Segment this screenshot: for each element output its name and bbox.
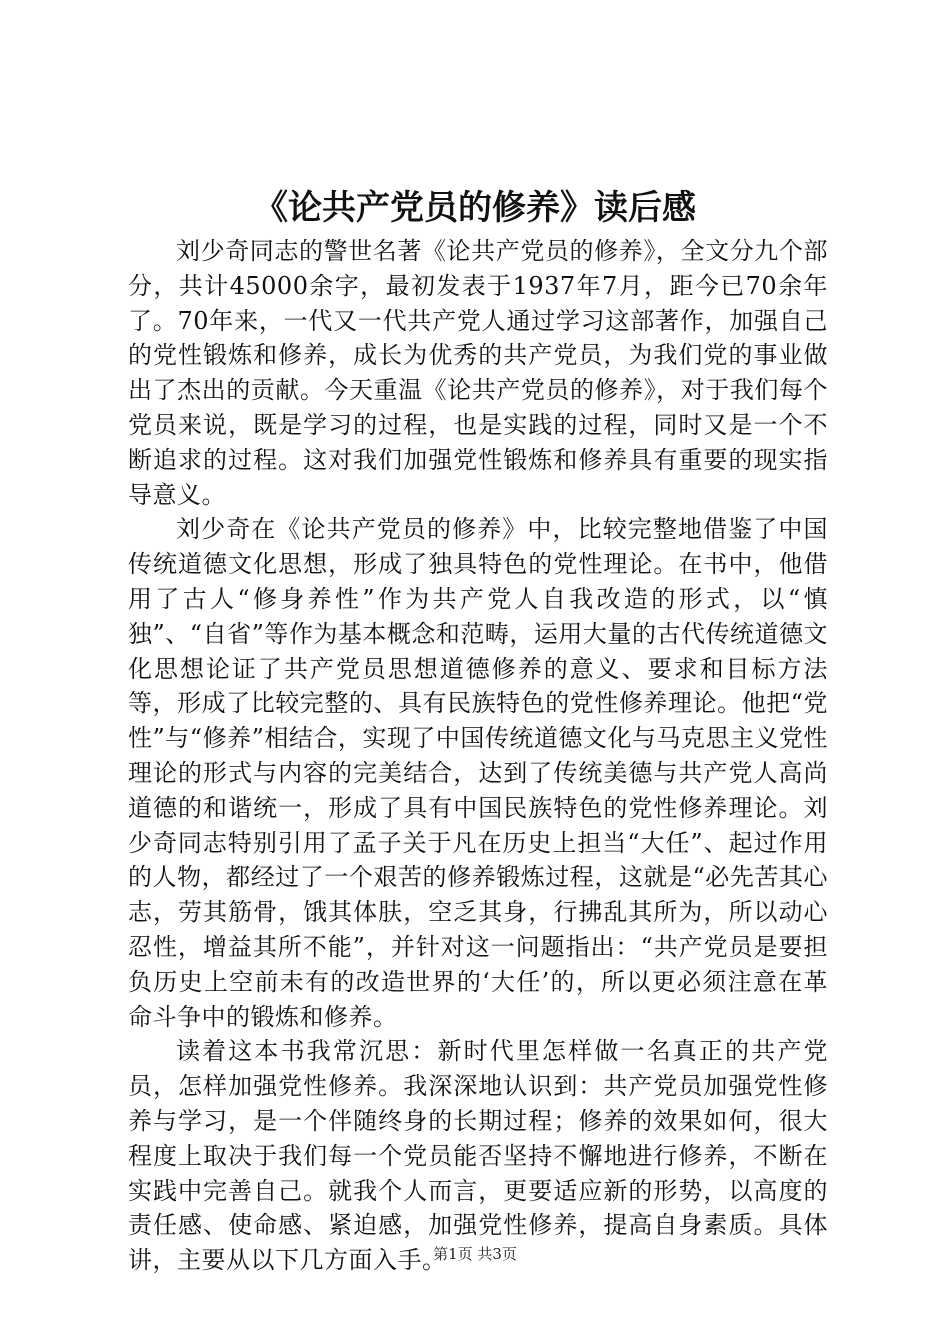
document-title: 《论共产党员的修养》读后感 [254,188,696,228]
page-number-indicator: 第1页 共3页 [433,1245,517,1263]
paragraph: 刘少奇在《论共产党员的修养》中，比较完整地借鉴了中国传统道德文化思想，形成了独具特色的党性理论。在书中，他借用了古人“修身养性”作为共产党人自我改造的形式，以“慎独”、“自省”等作为基本概念和范畴，运用大量的古代传统道德文化思想论证了共产党员思想道德修养的意义、要求和目标方法等，形成了比较完整的、具有民族特色的党性修养理论。他把“党性”与“修养”相结合，实现了中国传统道德文化与马克思主义党性理论的形式与内容的完美结合，达到了传统美德与共产党人高尚道德的和谐统一，形成了具有中国民族特色的党性修养理论。刘少奇同志特别引用了孟子关于凡在历史上担当“大任”、起过作用的人物，都经过了一个艰苦的修养锻炼过程，这就是“必先苦其心志，劳其筋骨，饿其体肤，空乏其身，行拂乱其所为，所以动心忍性，增益其所不能”，并针对这一问题指出：“共产党员是要担负历史上空前未有的改造世界的‘大任’的，所以更必须注意在革命斗争中的锻炼和修养。 [128,515,828,1031]
paragraph: 读着这本书我常沉思：新时代里怎样做一名真正的共产党员，怎样加强党性修养。我深深地认识到：共产党员加强党性修养与学习，是一个伴随终身的长期过程；修养的效果如何，很大程度上取决于我们每一个党员能否坚持不懈地进行修养，不断在实践中完善自己。就我个人而言，更要适应新的形势，以高度的责任感、使命感、紧迫感，加强党性修养，提高自身素质。具体讲，主要从以下几方面入手。 [128,1037,828,1275]
page-footer [0,1244,950,1264]
document-body [128,234,828,1278]
paragraph: 刘少奇同志的警世名著《论共产党员的修养》，全文分九个部分，共计45000余字，最初发表于1937年7月，距今已70余年了。70年来，一代又一代共产党人通过学习这部著作，加强自己的党性锻炼和修养，成长为优秀的共产党员，为我们党的事业做出了杰出的贡献。今天重温《论共产党员的修养》，对于我们每个党员来说，既是学习的过程，也是实践的过程，同时又是一个不断追求的过程。这对我们加强党性锻炼和修养具有重要的现实指导意义。 [128,237,828,509]
